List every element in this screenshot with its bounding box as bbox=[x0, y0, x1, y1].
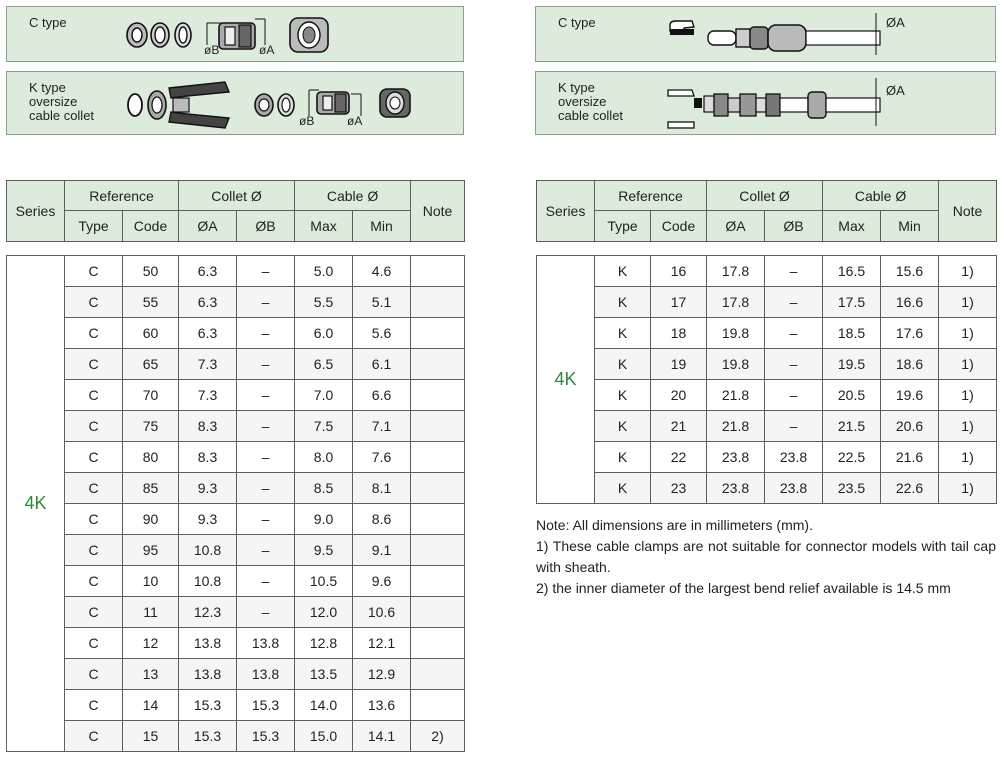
cell-code: 13 bbox=[123, 659, 179, 690]
cell-min: 7.6 bbox=[353, 442, 411, 473]
cell-code: 10 bbox=[123, 566, 179, 597]
cell-type: K bbox=[595, 349, 651, 380]
header-reference: Reference bbox=[65, 181, 179, 211]
cell-min: 6.1 bbox=[353, 349, 411, 380]
cell-max: 23.5 bbox=[823, 473, 881, 504]
cell-min: 6.6 bbox=[353, 380, 411, 411]
cell-note bbox=[411, 566, 465, 597]
cell-code: 12 bbox=[123, 628, 179, 659]
cell-note: 1) bbox=[939, 256, 997, 287]
cell-note bbox=[411, 628, 465, 659]
cell-code: 15 bbox=[123, 721, 179, 752]
header-note: Note bbox=[411, 181, 465, 242]
cell-max: 14.0 bbox=[295, 690, 353, 721]
table-row bbox=[537, 380, 997, 411]
cell-ob: 15.3 bbox=[237, 721, 295, 752]
cell-note: 2) bbox=[411, 721, 465, 752]
cell-min: 15.6 bbox=[881, 256, 939, 287]
c-type-label: C type bbox=[29, 15, 67, 30]
dim-a-label: ØA bbox=[886, 15, 905, 30]
cell-min: 17.6 bbox=[881, 318, 939, 349]
table-row bbox=[537, 442, 997, 473]
cell-ob: – bbox=[237, 380, 295, 411]
cell-code: 20 bbox=[651, 380, 707, 411]
table-row bbox=[537, 473, 997, 504]
cell-ob: 13.8 bbox=[237, 659, 295, 690]
cell-type: C bbox=[65, 628, 123, 659]
header-ob: ØB bbox=[765, 211, 823, 242]
cell-max: 8.5 bbox=[295, 473, 353, 504]
cable-collet-table-c bbox=[6, 180, 465, 752]
cell-max: 15.0 bbox=[295, 721, 353, 752]
cell-oa: 15.3 bbox=[179, 690, 237, 721]
c-type-box-right bbox=[535, 6, 996, 62]
cell-min: 13.6 bbox=[353, 690, 411, 721]
cable-collet-table-k bbox=[536, 180, 997, 504]
note-line: Note: All dimensions are in millimeters (mm). bbox=[536, 517, 813, 533]
cell-code: 17 bbox=[651, 287, 707, 318]
cell-type: K bbox=[595, 287, 651, 318]
cell-code: 14 bbox=[123, 690, 179, 721]
cell-type: C bbox=[65, 411, 123, 442]
cable-assembly-icon bbox=[664, 76, 904, 132]
cell-ob: – bbox=[237, 287, 295, 318]
cell-code: 85 bbox=[123, 473, 179, 504]
cell-type: K bbox=[595, 256, 651, 287]
cell-note: 1) bbox=[939, 473, 997, 504]
nut-icon bbox=[287, 15, 331, 57]
cell-ob: – bbox=[237, 597, 295, 628]
note-line: 1) These cable clamps are not suitable for connector models with tail cap with sheath. bbox=[536, 538, 996, 575]
cell-max: 16.5 bbox=[823, 256, 881, 287]
cell-max: 7.0 bbox=[295, 380, 353, 411]
cell-type: C bbox=[65, 442, 123, 473]
cell-min: 10.6 bbox=[353, 597, 411, 628]
cell-min: 19.6 bbox=[881, 380, 939, 411]
cell-max: 6.5 bbox=[295, 349, 353, 380]
header-min: Min bbox=[353, 211, 411, 242]
cell-note bbox=[411, 659, 465, 690]
cell-ob: – bbox=[237, 411, 295, 442]
cell-code: 19 bbox=[651, 349, 707, 380]
cell-type: K bbox=[595, 380, 651, 411]
cell-note bbox=[411, 690, 465, 721]
cell-ob: 15.3 bbox=[237, 690, 295, 721]
cell-min: 12.1 bbox=[353, 628, 411, 659]
cell-code: 11 bbox=[123, 597, 179, 628]
cell-min: 20.6 bbox=[881, 411, 939, 442]
cell-oa: 15.3 bbox=[179, 721, 237, 752]
header-collet: Collet Ø bbox=[179, 181, 295, 211]
series-cell: 4K bbox=[7, 256, 65, 752]
cell-oa: 8.3 bbox=[179, 411, 237, 442]
dim-a-label: øA bbox=[259, 43, 275, 57]
cell-type: C bbox=[65, 287, 123, 318]
table-row bbox=[7, 411, 465, 442]
table-row bbox=[7, 473, 465, 504]
cell-ob: – bbox=[237, 318, 295, 349]
header-type: Type bbox=[65, 211, 123, 242]
cell-ob: – bbox=[237, 256, 295, 287]
cell-note bbox=[411, 504, 465, 535]
table-row bbox=[7, 380, 465, 411]
dim-a-label: øA bbox=[347, 114, 363, 128]
header-cable: Cable Ø bbox=[823, 181, 939, 211]
table-row bbox=[537, 411, 997, 442]
cell-oa: 7.3 bbox=[179, 349, 237, 380]
cell-max: 13.5 bbox=[295, 659, 353, 690]
table-row bbox=[7, 721, 465, 752]
cell-code: 55 bbox=[123, 287, 179, 318]
cell-max: 6.0 bbox=[295, 318, 353, 349]
cell-code: 75 bbox=[123, 411, 179, 442]
c-type-label: C type bbox=[558, 15, 596, 30]
header-ob: ØB bbox=[237, 211, 295, 242]
cell-code: 18 bbox=[651, 318, 707, 349]
cell-max: 18.5 bbox=[823, 318, 881, 349]
cell-type: C bbox=[65, 504, 123, 535]
cell-max: 9.0 bbox=[295, 504, 353, 535]
cell-max: 20.5 bbox=[823, 380, 881, 411]
table-row bbox=[7, 535, 465, 566]
cell-type: C bbox=[65, 349, 123, 380]
k-type-label: K type oversize cable collet bbox=[558, 80, 624, 123]
cell-min: 4.6 bbox=[353, 256, 411, 287]
cell-min: 8.6 bbox=[353, 504, 411, 535]
cell-oa: 17.8 bbox=[707, 287, 765, 318]
cell-min: 8.1 bbox=[353, 473, 411, 504]
cell-max: 7.5 bbox=[295, 411, 353, 442]
table-row bbox=[7, 597, 465, 628]
table-row bbox=[7, 690, 465, 721]
cell-max: 22.5 bbox=[823, 442, 881, 473]
cell-type: C bbox=[65, 721, 123, 752]
cell-type: C bbox=[65, 659, 123, 690]
cell-oa: 9.3 bbox=[179, 473, 237, 504]
cell-type: C bbox=[65, 535, 123, 566]
table-row bbox=[7, 287, 465, 318]
cell-oa: 10.8 bbox=[179, 566, 237, 597]
k-type-box-right bbox=[535, 71, 996, 135]
cell-ob: – bbox=[237, 535, 295, 566]
table-row bbox=[537, 287, 997, 318]
dim-b-label: øB bbox=[204, 43, 220, 57]
cell-note: 1) bbox=[939, 442, 997, 473]
cell-oa: 6.3 bbox=[179, 287, 237, 318]
cell-code: 22 bbox=[651, 442, 707, 473]
split-collet-icon bbox=[125, 76, 235, 132]
header-oa: ØA bbox=[707, 211, 765, 242]
cell-oa: 21.8 bbox=[707, 411, 765, 442]
collet-rings-icon bbox=[125, 17, 201, 53]
cell-min: 18.6 bbox=[881, 349, 939, 380]
header-collet: Collet Ø bbox=[707, 181, 823, 211]
cell-max: 12.0 bbox=[295, 597, 353, 628]
cell-note bbox=[411, 256, 465, 287]
header-cable: Cable Ø bbox=[295, 181, 411, 211]
cell-code: 23 bbox=[651, 473, 707, 504]
table-row bbox=[7, 256, 465, 287]
k-type-label: K type oversize cable collet bbox=[29, 80, 95, 123]
cell-ob: – bbox=[237, 473, 295, 504]
cell-min: 22.6 bbox=[881, 473, 939, 504]
cell-note bbox=[411, 535, 465, 566]
cell-code: 80 bbox=[123, 442, 179, 473]
cell-note: 1) bbox=[939, 318, 997, 349]
table-row bbox=[7, 628, 465, 659]
cell-type: C bbox=[65, 566, 123, 597]
c-type-box-left bbox=[6, 6, 464, 62]
cell-oa: 6.3 bbox=[179, 318, 237, 349]
header-note: Note bbox=[939, 181, 997, 242]
table-row bbox=[7, 349, 465, 380]
cell-ob: – bbox=[765, 411, 823, 442]
notes-block bbox=[536, 515, 996, 599]
table-row bbox=[7, 566, 465, 597]
cell-code: 60 bbox=[123, 318, 179, 349]
cell-oa: 6.3 bbox=[179, 256, 237, 287]
cable-assembly-icon bbox=[664, 11, 904, 57]
note-line: 2) the inner diameter of the largest bend relief available is 14.5 mm bbox=[536, 580, 951, 596]
cell-code: 50 bbox=[123, 256, 179, 287]
cell-ob: – bbox=[765, 256, 823, 287]
cell-note bbox=[411, 473, 465, 504]
cell-note: 1) bbox=[939, 411, 997, 442]
cell-note: 1) bbox=[939, 380, 997, 411]
cell-max: 19.5 bbox=[823, 349, 881, 380]
table-row bbox=[537, 318, 997, 349]
cell-note bbox=[411, 411, 465, 442]
table-row bbox=[7, 318, 465, 349]
cell-min: 16.6 bbox=[881, 287, 939, 318]
cell-note bbox=[411, 597, 465, 628]
header-series: Series bbox=[537, 181, 595, 242]
cell-code: 95 bbox=[123, 535, 179, 566]
table-row bbox=[537, 256, 997, 287]
cell-max: 9.5 bbox=[295, 535, 353, 566]
cell-min: 21.6 bbox=[881, 442, 939, 473]
header-max: Max bbox=[295, 211, 353, 242]
cell-ob: – bbox=[765, 380, 823, 411]
header-code: Code bbox=[651, 211, 707, 242]
cell-min: 9.6 bbox=[353, 566, 411, 597]
cell-note: 1) bbox=[939, 287, 997, 318]
k-type-box-left bbox=[6, 71, 464, 135]
nut-icon bbox=[377, 86, 413, 120]
cell-min: 12.9 bbox=[353, 659, 411, 690]
cell-oa: 19.8 bbox=[707, 318, 765, 349]
cell-note bbox=[411, 318, 465, 349]
cell-ob: – bbox=[237, 349, 295, 380]
series-cell: 4K bbox=[537, 256, 595, 504]
cell-oa: 7.3 bbox=[179, 380, 237, 411]
table-row bbox=[7, 659, 465, 690]
cell-ob: – bbox=[765, 287, 823, 318]
cell-code: 21 bbox=[651, 411, 707, 442]
cell-ob: 13.8 bbox=[237, 628, 295, 659]
cell-type: K bbox=[595, 473, 651, 504]
table-row bbox=[7, 504, 465, 535]
cell-code: 65 bbox=[123, 349, 179, 380]
cell-min: 7.1 bbox=[353, 411, 411, 442]
cell-note: 1) bbox=[939, 349, 997, 380]
cell-oa: 8.3 bbox=[179, 442, 237, 473]
cell-max: 10.5 bbox=[295, 566, 353, 597]
header-type: Type bbox=[595, 211, 651, 242]
cell-type: K bbox=[595, 442, 651, 473]
cell-oa: 17.8 bbox=[707, 256, 765, 287]
cell-code: 90 bbox=[123, 504, 179, 535]
table-row bbox=[537, 349, 997, 380]
table-row bbox=[7, 442, 465, 473]
cell-type: K bbox=[595, 411, 651, 442]
cell-min: 9.1 bbox=[353, 535, 411, 566]
cell-ob: – bbox=[237, 504, 295, 535]
dim-b-label: øB bbox=[299, 114, 315, 128]
collet-rings-icon bbox=[253, 90, 299, 120]
cell-note bbox=[411, 380, 465, 411]
cell-min: 5.1 bbox=[353, 287, 411, 318]
cell-max: 17.5 bbox=[823, 287, 881, 318]
cell-ob: 23.8 bbox=[765, 473, 823, 504]
cell-oa: 10.8 bbox=[179, 535, 237, 566]
cell-ob: – bbox=[765, 349, 823, 380]
header-reference: Reference bbox=[595, 181, 707, 211]
cell-note bbox=[411, 287, 465, 318]
cell-max: 21.5 bbox=[823, 411, 881, 442]
cell-max: 12.8 bbox=[295, 628, 353, 659]
cell-ob: – bbox=[237, 566, 295, 597]
cell-max: 5.5 bbox=[295, 287, 353, 318]
cell-oa: 13.8 bbox=[179, 628, 237, 659]
cell-ob: – bbox=[237, 442, 295, 473]
cell-type: C bbox=[65, 256, 123, 287]
cell-type: C bbox=[65, 473, 123, 504]
cell-ob: 23.8 bbox=[765, 442, 823, 473]
header-series: Series bbox=[7, 181, 65, 242]
header-max: Max bbox=[823, 211, 881, 242]
cell-type: C bbox=[65, 597, 123, 628]
cell-min: 14.1 bbox=[353, 721, 411, 752]
cell-note bbox=[411, 349, 465, 380]
cell-type: K bbox=[595, 318, 651, 349]
cell-ob: – bbox=[765, 318, 823, 349]
header-oa: ØA bbox=[179, 211, 237, 242]
cell-min: 5.6 bbox=[353, 318, 411, 349]
dim-a-label: ØA bbox=[886, 83, 905, 98]
cell-oa: 23.8 bbox=[707, 442, 765, 473]
cell-oa: 12.3 bbox=[179, 597, 237, 628]
cell-code: 16 bbox=[651, 256, 707, 287]
cell-oa: 21.8 bbox=[707, 380, 765, 411]
cell-type: C bbox=[65, 690, 123, 721]
cell-type: C bbox=[65, 380, 123, 411]
header-min: Min bbox=[881, 211, 939, 242]
header-code: Code bbox=[123, 211, 179, 242]
cell-max: 8.0 bbox=[295, 442, 353, 473]
cell-note bbox=[411, 442, 465, 473]
cell-oa: 19.8 bbox=[707, 349, 765, 380]
cell-max: 5.0 bbox=[295, 256, 353, 287]
cell-oa: 13.8 bbox=[179, 659, 237, 690]
cell-type: C bbox=[65, 318, 123, 349]
cell-oa: 9.3 bbox=[179, 504, 237, 535]
cell-code: 70 bbox=[123, 380, 179, 411]
cell-oa: 23.8 bbox=[707, 473, 765, 504]
